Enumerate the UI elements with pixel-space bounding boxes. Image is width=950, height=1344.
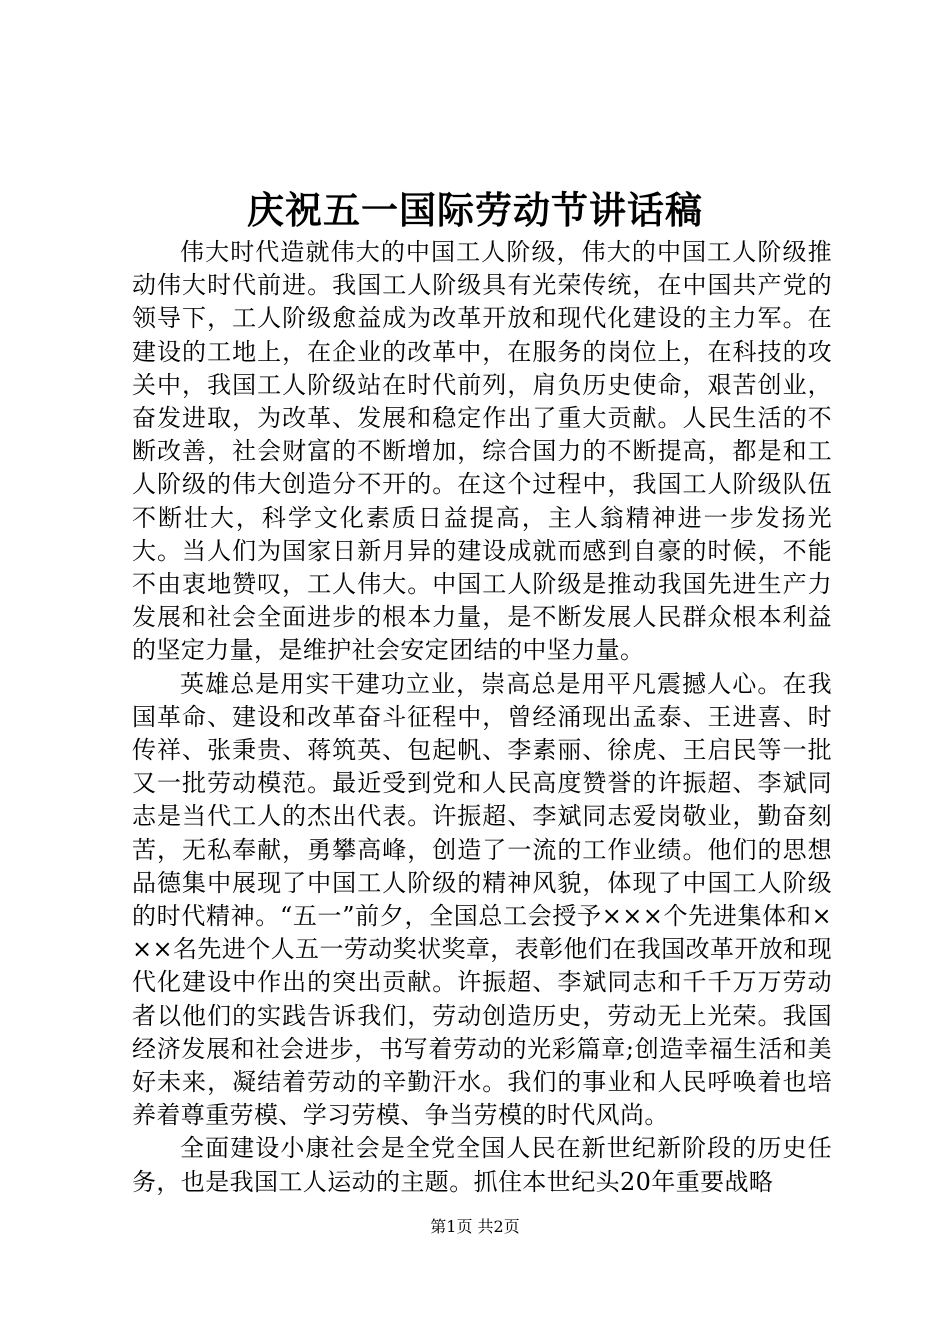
paragraph-3: 全面建设小康社会是全党全国人民在新世纪新阶段的历史任务，也是我国工人运动的主题。抓住本世纪头20年重要战略 [132, 1134, 832, 1196]
paragraph-2: 英雄总是用实干建功立业，崇高总是用平凡震撼人心。在我国革命、建设和改革奋斗征程中，曾经涌现出孟泰、王进喜、时传祥、张秉贵、蒋筑英、包起帆、李素丽、徐虎、王启民等一批又一批劳动模范。最近受到党和人民高度赞誉的许振超、李斌同志是当代工人的杰出代表。许振超、李斌同志爱岗敬业，勤奋刻苦，无私奉献，勇攀高峰，创造了一流的工作业绩。他们的思想品德集中展现了中国工人阶级的精神风貌，体现了中国工人阶级的时代精神。“五一”前夕，全国总工会授予×××个先进集体和×××名先进个人五一劳动奖状奖章，表彰他们在我国改革开放和现代化建设中作出的突出贡献。许振超、李斌同志和千千万万劳动者以他们的实践告诉我们，劳动创造历史，劳动无上光荣。我国经济发展和社会进步，书写着劳动的光彩篇章;创造幸福生活和美好未来，凝结着劳动的辛勤汗水。我们的事业和人民呼唤着也培养着尊重劳模、学习劳模、争当劳模的时代风尚。 [132, 669, 832, 1130]
page-number-current: 第1页 [430, 1217, 473, 1236]
document-title: 庆祝五一国际劳动节讲话稿 [247, 188, 703, 232]
page-footer [0, 1215, 950, 1239]
page-number-total: 共2页 [477, 1217, 520, 1236]
paragraph-1: 伟大时代造就伟大的中国工人阶级，伟大的中国工人阶级推动伟大时代前进。我国工人阶级具有光荣传统，在中国共产党的领导下，工人阶级愈益成为改革开放和现代化建设的主力军。在建设的工地上，在企业的改革中，在服务的岗位上，在科技的攻关中，我国工人阶级站在时代前列，肩负历史使命，艰苦创业，奋发进取，为改革、发展和稳定作出了重大贡献。人民生活的不断改善，社会财富的不断增加，综合国力的不断提高，都是和工人阶级的伟大创造分不开的。在这个过程中，我国工人阶级队伍不断壮大，科学文化素质日益提高，主人翁精神进一步发扬光大。当人们为国家日新月异的建设成就而感到自豪的时候，不能不由衷地赞叹，工人伟大。中国工人阶级是推动我国先进生产力发展和社会全面进步的根本力量，是不断发展人民群众根本利益的坚定力量，是维护社会安定团结的中坚力量。 [132, 238, 832, 665]
document-body [132, 236, 832, 1199]
